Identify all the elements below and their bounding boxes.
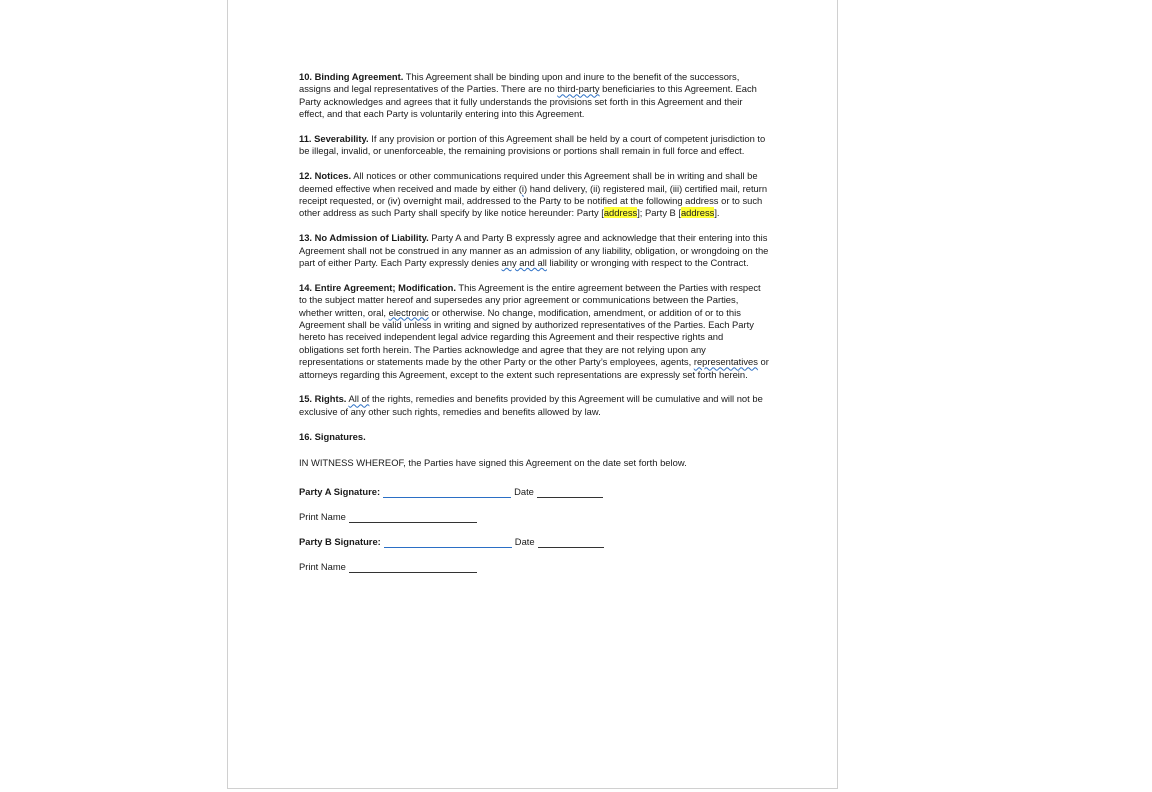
clause-text: Party A and Party B expressly agree and acknowledge that their entering into this Agreement shall not be construed in any manner as an admission of any liability, obligation, or wrongdoing on the part of either Party. Each Party expressly denies xyxy=(299,232,769,268)
clause-text: This Agreement is the entire agreement between the Parties with respect to the subject matter hereof and supersedes any prior agreement or communications between the Parties, whether written, oral, xyxy=(299,281,761,318)
clause-text: All notices or other communications required under this Agreement shall be in writing and shall be deemed effective when received and made by either ( xyxy=(299,170,758,194)
clause-no-admission xyxy=(299,232,769,269)
clause-text: the rights, remedies and benefits provided by this Agreement will be cumulative and will not be exclusive of any other such rights, remedies and benefits allowed by law. xyxy=(299,393,763,417)
clause-title: 11. Severability. xyxy=(299,133,369,144)
document-page xyxy=(227,0,838,789)
party-a-date-field[interactable] xyxy=(537,488,603,498)
party-a-signature-field[interactable] xyxy=(383,488,511,498)
party-b-print-name-label: Print Name xyxy=(299,561,346,572)
clause-rights xyxy=(299,393,769,418)
document-body xyxy=(299,71,769,585)
clause-title: 13. No Admission of Liability. xyxy=(299,232,429,244)
clause-text: This Agreement shall be binding upon and inure to the benefit of the successors, assigns and legal representatives of the Parties. There are no xyxy=(299,71,740,95)
party-b-signature-field[interactable] xyxy=(384,538,512,548)
clause-text: beneficiaries to this Agreement. Each Party acknowledges and agrees that it fully understands the provisions set forth in this Agreement and their effect, and that each Party is voluntarily entering into this Agreement. xyxy=(299,83,757,120)
clause-text: or otherwise. No change, modification, amendment, or addition of or to this Agreement shall be valid unless in writing and signed by authorized representatives of the Parties. Each Party hereto has received independent legal advice regarding this Agreement and their respective rights and obligations set forth herein. The Parties acknowledge and agree that they are not relying upon any representations or statements made by the other Party or the other Party’s employees, agents, xyxy=(299,306,754,368)
party-a-print-name-row xyxy=(299,510,769,523)
signatures-heading: 16. Signatures. xyxy=(299,430,366,442)
clause-title: 14. Entire Agreement; Modification. xyxy=(299,281,456,293)
highlighted-placeholder[interactable]: address xyxy=(603,207,638,219)
clause-notices xyxy=(299,170,769,220)
party-b-signature-row xyxy=(299,535,769,548)
clause-title: 12. Notices. xyxy=(299,170,352,182)
spelling-flag[interactable]: i xyxy=(521,182,524,194)
party-b-signature-label: Party B Signature: xyxy=(299,536,381,547)
party-a-print-name-field[interactable] xyxy=(349,513,477,523)
party-a-print-name-label: Print Name xyxy=(299,511,346,522)
clause-text: or attorneys regarding this Agreement, except to the extent such representations are expressly set forth herein. xyxy=(299,356,769,380)
clause-title: 15. Rights. xyxy=(299,393,347,405)
party-a-date-label: Date xyxy=(514,486,534,497)
clause-text: ]; Party B [ xyxy=(637,207,681,219)
spelling-flag[interactable]: electronic xyxy=(388,306,429,318)
clause-binding-agreement xyxy=(299,71,769,121)
spelling-flag[interactable]: representatives xyxy=(693,356,758,368)
party-b-print-name-field[interactable] xyxy=(349,563,477,573)
party-a-signature-row xyxy=(299,485,769,498)
clause-title: 10. Binding Agreement. xyxy=(299,71,404,82)
spelling-flag[interactable]: third-party xyxy=(557,83,600,95)
clause-severability xyxy=(299,133,769,158)
clause-text: If any provision or portion of this Agreement shall be held by a court of competent jurisdiction to be illegal, invalid, or unenforceable, the remaining provisions or portions shall remain in full force and effect. xyxy=(299,133,766,157)
spelling-flag[interactable]: any and all xyxy=(501,257,547,268)
spelling-flag[interactable]: All of xyxy=(348,393,370,405)
party-b-print-name-row xyxy=(299,560,769,573)
party-a-signature-label: Party A Signature: xyxy=(299,486,381,497)
clause-text: liability or wronging with respect to the Contract. xyxy=(546,257,749,268)
witness-statement: IN WITNESS WHEREOF, the Parties have signed this Agreement on the date set forth below. xyxy=(299,457,687,468)
clause-text: ) hand delivery, (ii) registered mail, (iii) certified mail, return receipt requested, or (iv) overnight mail, addressed to the Party to be notified at the following address or to such other address as such Party shall specify by like notice hereunder: Party [ xyxy=(299,182,768,219)
party-b-date-field[interactable] xyxy=(538,538,604,548)
clause-text: ]. xyxy=(714,207,720,219)
clause-entire-agreement xyxy=(299,282,769,382)
highlighted-placeholder[interactable]: address xyxy=(680,207,715,219)
party-b-date-label: Date xyxy=(514,536,535,547)
